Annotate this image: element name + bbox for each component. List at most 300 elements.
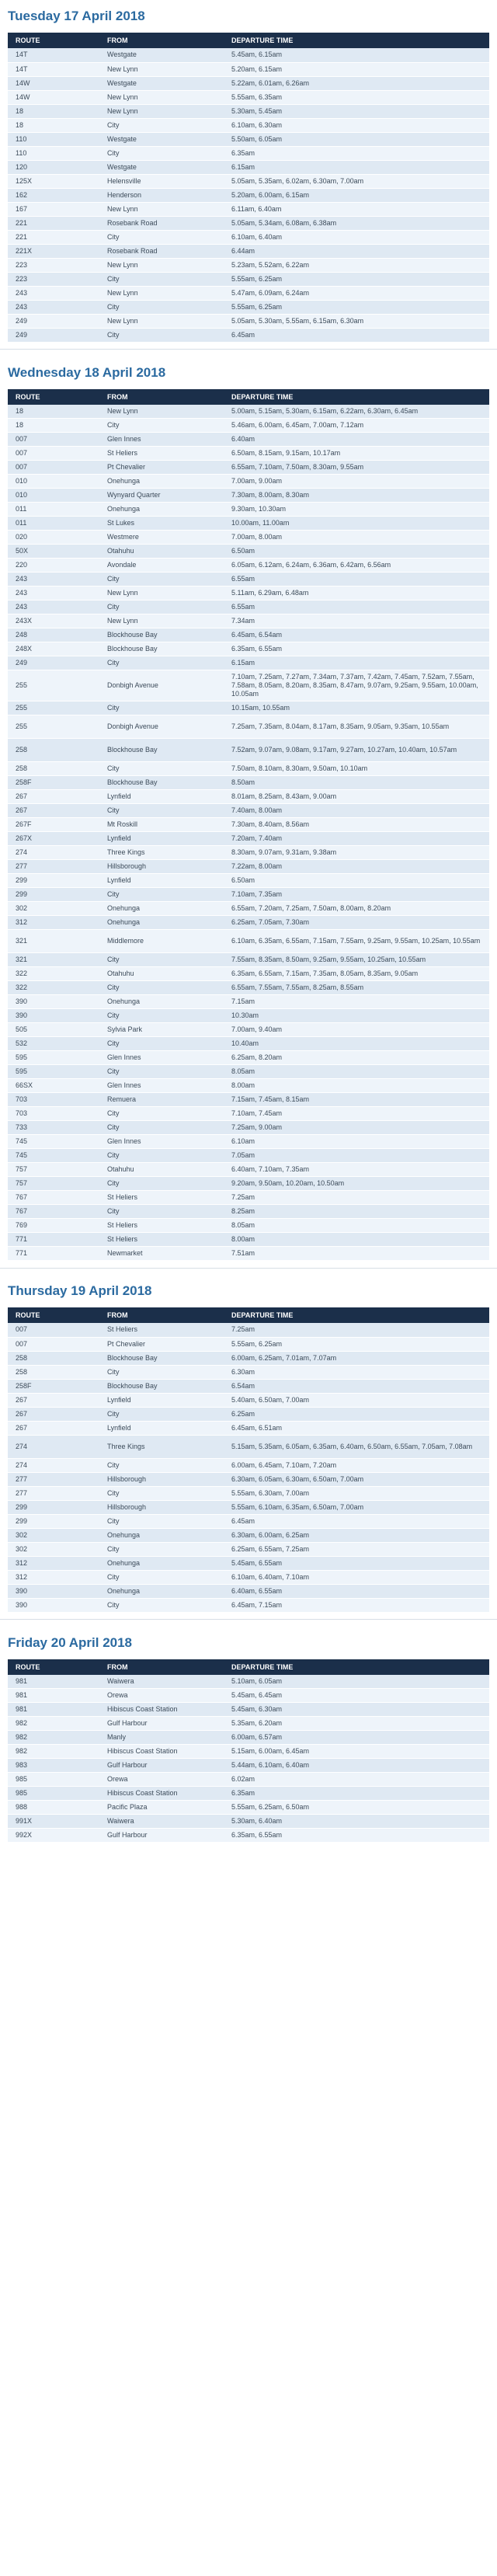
departure-time-cell: 5.15am, 5.35am, 6.05am, 6.35am, 6.40am, 6.50am, 6.55am, 7.05am, 7.08am — [224, 1435, 489, 1458]
from-cell: Blockhouse Bay — [99, 739, 224, 762]
departure-time-cell: 6.15am — [224, 656, 489, 670]
route-cell: 390 — [8, 995, 99, 1009]
route-cell: 221X — [8, 244, 99, 258]
from-cell: Blockhouse Bay — [99, 642, 224, 656]
table-row — [8, 160, 489, 174]
departures-table — [8, 1659, 489, 1843]
table-row — [8, 860, 489, 874]
from-cell: Helensville — [99, 174, 224, 188]
table-header-row — [8, 33, 489, 48]
table-row — [8, 272, 489, 286]
table-header-row — [8, 1307, 489, 1323]
departure-time-cell: 7.25am — [224, 1323, 489, 1337]
column-header-time: DEPARTURE TIME — [231, 37, 294, 44]
from-cell: Glen Innes — [99, 1079, 224, 1093]
table-row — [8, 916, 489, 930]
departure-time-cell: 7.15am, 7.45am, 8.15am — [224, 1093, 489, 1107]
from-cell: Orewa — [99, 1773, 224, 1787]
route-cell: 011 — [8, 517, 99, 531]
departure-time-cell: 7.30am, 8.40am, 8.56am — [224, 818, 489, 832]
from-cell: Otahuhu — [99, 967, 224, 981]
table-row — [8, 739, 489, 762]
from-cell: New Lynn — [99, 62, 224, 76]
departure-time-cell: 6.05am, 6.12am, 6.24am, 6.36am, 6.42am, 6.56am — [224, 559, 489, 573]
route-cell: 249 — [8, 328, 99, 342]
table-row — [8, 314, 489, 328]
table-row — [8, 762, 489, 776]
from-cell: Avondale — [99, 559, 224, 573]
from-cell: City — [99, 146, 224, 160]
section-divider — [0, 343, 497, 357]
from-cell: Newmarket — [99, 1247, 224, 1261]
departure-time-cell: 6.54am — [224, 1379, 489, 1393]
from-cell: Rosebank Road — [99, 244, 224, 258]
day-title: Friday 20 April 2018 — [8, 1634, 133, 1650]
section-divider — [0, 1613, 497, 1627]
table-row — [8, 701, 489, 715]
from-cell: Remuera — [99, 1093, 224, 1107]
departure-time-cell: 5.30am, 5.45am — [224, 104, 489, 118]
departure-time-cell: 5.47am, 6.09am, 6.24am — [224, 286, 489, 300]
route-cell: 267 — [8, 790, 99, 804]
table-row — [8, 118, 489, 132]
table-row — [8, 1191, 489, 1205]
table-row — [8, 1472, 489, 1486]
departure-time-cell: 6.45am, 6.54am — [224, 628, 489, 642]
departure-time-cell: 6.55am, 7.10am, 7.50am, 8.30am, 9.55am — [224, 461, 489, 475]
from-cell: Donbigh Avenue — [99, 715, 224, 739]
table-row — [8, 1051, 489, 1065]
route-cell: 18 — [8, 405, 99, 419]
from-cell: City — [99, 981, 224, 995]
table-row — [8, 1323, 489, 1337]
route-cell: 992X — [8, 1829, 99, 1843]
route-cell: 221 — [8, 216, 99, 230]
route-cell: 110 — [8, 146, 99, 160]
table-row — [8, 804, 489, 818]
departure-time-cell: 6.10am, 6.40am — [224, 230, 489, 244]
departure-time-cell: 7.15am — [224, 995, 489, 1009]
route-cell: 267 — [8, 1421, 99, 1435]
route-cell: 321 — [8, 930, 99, 953]
table-row — [8, 1801, 489, 1815]
from-cell: Westgate — [99, 160, 224, 174]
column-header-route: ROUTE — [16, 392, 40, 401]
from-cell: Gulf Harbour — [99, 1759, 224, 1773]
departure-time-cell: 5.11am, 6.29am, 6.48am — [224, 587, 489, 600]
from-cell: City — [99, 953, 224, 967]
table-row — [8, 1829, 489, 1843]
route-cell: 258 — [8, 1365, 99, 1379]
departure-time-cell: 7.00am, 8.00am — [224, 531, 489, 545]
route-cell: 243 — [8, 573, 99, 587]
route-cell: 243 — [8, 300, 99, 314]
from-cell: Westmere — [99, 531, 224, 545]
departure-time-cell: 7.55am, 8.35am, 8.50am, 9.25am, 9.55am, 10.25am, 10.55am — [224, 953, 489, 967]
column-header-route: ROUTE — [16, 1662, 40, 1671]
from-cell: New Lynn — [99, 614, 224, 628]
route-cell: 162 — [8, 188, 99, 202]
from-cell: City — [99, 1407, 224, 1421]
departure-time-cell: 6.00am, 6.45am, 7.10am, 7.20am — [224, 1458, 489, 1472]
from-cell: Lynfield — [99, 790, 224, 804]
route-cell: 991X — [8, 1815, 99, 1829]
table-row — [8, 300, 489, 314]
route-cell: 767 — [8, 1205, 99, 1219]
from-cell: Hillsborough — [99, 860, 224, 874]
from-cell: Blockhouse Bay — [99, 1379, 224, 1393]
route-cell: 390 — [8, 1584, 99, 1598]
table-row — [8, 1556, 489, 1570]
table-row — [8, 600, 489, 614]
route-cell: 985 — [8, 1787, 99, 1801]
departure-time-cell: 5.55am, 6.35am — [224, 90, 489, 104]
from-cell: City — [99, 1570, 224, 1584]
departure-time-cell: 5.00am, 5.15am, 5.30am, 6.15am, 6.22am, 6.30am, 6.45am — [224, 405, 489, 419]
table-row — [8, 531, 489, 545]
table-row — [8, 461, 489, 475]
route-cell: 243 — [8, 587, 99, 600]
departure-time-cell: 7.51am — [224, 1247, 489, 1261]
column-header-time: DEPARTURE TIME — [231, 1662, 294, 1671]
route-cell: 258 — [8, 739, 99, 762]
route-cell: 985 — [8, 1773, 99, 1787]
departure-time-cell: 5.55am, 6.25am — [224, 1337, 489, 1351]
route-cell: 595 — [8, 1065, 99, 1079]
route-cell: 505 — [8, 1023, 99, 1037]
route-cell: 302 — [8, 1528, 99, 1542]
table-row — [8, 1337, 489, 1351]
route-cell: 220 — [8, 559, 99, 573]
from-cell: St Heliers — [99, 1191, 224, 1205]
departure-time-cell: 5.15am, 6.00am, 6.45am — [224, 1745, 489, 1759]
from-cell: Hillsborough — [99, 1500, 224, 1514]
section-divider — [0, 1261, 497, 1275]
route-cell: 322 — [8, 981, 99, 995]
from-cell: Donbigh Avenue — [99, 670, 224, 701]
table-row — [8, 846, 489, 860]
departure-time-cell: 5.45am, 6.30am — [224, 1703, 489, 1717]
table-row — [8, 818, 489, 832]
route-cell: 258 — [8, 1351, 99, 1365]
from-cell: City — [99, 1205, 224, 1219]
table-row — [8, 1351, 489, 1365]
route-cell: 277 — [8, 860, 99, 874]
table-row — [8, 286, 489, 300]
departure-time-cell: 5.46am, 6.00am, 6.45am, 7.00am, 7.12am — [224, 419, 489, 433]
table-row — [8, 1177, 489, 1191]
day-title: Tuesday 17 April 2018 — [8, 9, 145, 23]
from-cell: City — [99, 230, 224, 244]
table-row — [8, 1149, 489, 1163]
departure-time-cell: 6.55am, 7.55am, 7.55am, 8.25am, 8.55am — [224, 981, 489, 995]
departure-time-cell: 7.25am, 7.35am, 8.04am, 8.17am, 8.35am, 9.05am, 9.35am, 10.55am — [224, 715, 489, 739]
departure-time-cell: 7.00am, 9.00am — [224, 475, 489, 489]
departure-time-cell: 5.10am, 6.05am — [224, 1675, 489, 1689]
route-cell: 299 — [8, 888, 99, 902]
route-cell: 243 — [8, 600, 99, 614]
departure-time-cell: 6.45am — [224, 328, 489, 342]
route-cell: 120 — [8, 160, 99, 174]
column-header-time: DEPARTURE TIME — [231, 1311, 294, 1319]
from-cell: St Lukes — [99, 517, 224, 531]
table-row — [8, 447, 489, 461]
table-row — [8, 776, 489, 790]
departure-time-cell: 6.25am, 8.20am — [224, 1051, 489, 1065]
departure-time-cell: 8.30am, 9.07am, 9.31am, 9.38am — [224, 846, 489, 860]
table-row — [8, 1500, 489, 1514]
route-cell: 223 — [8, 272, 99, 286]
departures-table — [8, 33, 489, 343]
route-cell: 255 — [8, 670, 99, 701]
departure-time-cell: 6.40am, 7.10am, 7.35am — [224, 1163, 489, 1177]
route-cell: 18 — [8, 118, 99, 132]
route-cell: 274 — [8, 1458, 99, 1472]
departure-time-cell: 6.10am, 6.35am, 6.55am, 7.15am, 7.55am, 9.25am, 9.55am, 10.25am, 10.55am — [224, 930, 489, 953]
route-cell: 007 — [8, 461, 99, 475]
from-cell: City — [99, 762, 224, 776]
table-row — [8, 188, 489, 202]
table-row — [8, 1570, 489, 1584]
column-header-from: FROM — [107, 1662, 128, 1671]
route-cell: 223 — [8, 258, 99, 272]
column-header-route: ROUTE — [16, 37, 40, 44]
day-title: Thursday 19 April 2018 — [8, 1283, 152, 1298]
table-row — [8, 1407, 489, 1421]
route-cell: 14T — [8, 62, 99, 76]
route-cell: 66SX — [8, 1079, 99, 1093]
route-cell: 981 — [8, 1703, 99, 1717]
table-row — [8, 790, 489, 804]
departure-time-cell: 6.30am — [224, 1365, 489, 1379]
departure-time-cell: 5.45am, 6.55am — [224, 1556, 489, 1570]
day-section — [0, 357, 497, 1262]
route-cell: 322 — [8, 967, 99, 981]
departure-time-cell: 5.45am, 6.45am — [224, 1689, 489, 1703]
from-cell: Gulf Harbour — [99, 1829, 224, 1843]
route-cell: 277 — [8, 1486, 99, 1500]
departure-time-cell: 6.30am, 6.00am, 6.25am — [224, 1528, 489, 1542]
route-cell: 299 — [8, 1500, 99, 1514]
from-cell: Otahuhu — [99, 545, 224, 559]
departures-table — [8, 1307, 489, 1613]
from-cell: Hibiscus Coast Station — [99, 1703, 224, 1717]
departure-time-cell: 7.40am, 8.00am — [224, 804, 489, 818]
table-row — [8, 573, 489, 587]
departure-time-cell: 10.00am, 11.00am — [224, 517, 489, 531]
table-row — [8, 1219, 489, 1233]
route-cell: 390 — [8, 1009, 99, 1023]
from-cell: Gulf Harbour — [99, 1717, 224, 1731]
route-cell: 982 — [8, 1745, 99, 1759]
route-cell: 299 — [8, 874, 99, 888]
table-row — [8, 874, 489, 888]
departure-time-cell: 6.50am — [224, 874, 489, 888]
from-cell: Waiwera — [99, 1815, 224, 1829]
table-row — [8, 1542, 489, 1556]
table-row — [8, 1205, 489, 1219]
departure-time-cell: 6.55am, 7.20am, 7.25am, 7.50am, 8.00am, 8.20am — [224, 902, 489, 916]
from-cell: Pt Chevalier — [99, 461, 224, 475]
table-row — [8, 1745, 489, 1759]
from-cell: New Lynn — [99, 286, 224, 300]
table-row — [8, 888, 489, 902]
route-cell: 258F — [8, 1379, 99, 1393]
from-cell: Lynfield — [99, 832, 224, 846]
table-row — [8, 1773, 489, 1787]
from-cell: Hillsborough — [99, 1472, 224, 1486]
from-cell: New Lynn — [99, 258, 224, 272]
from-cell: Onehunga — [99, 475, 224, 489]
day-section — [0, 0, 497, 343]
departure-time-cell: 7.10am, 7.45am — [224, 1107, 489, 1121]
departure-time-cell: 6.45am — [224, 1514, 489, 1528]
route-cell: 757 — [8, 1163, 99, 1177]
from-cell: Westgate — [99, 132, 224, 146]
from-cell: City — [99, 1009, 224, 1023]
table-row — [8, 216, 489, 230]
departure-time-cell: 8.50am — [224, 776, 489, 790]
route-cell: 010 — [8, 475, 99, 489]
column-header-from: FROM — [107, 1311, 128, 1319]
route-cell: 243X — [8, 614, 99, 628]
table-row — [8, 1584, 489, 1598]
departure-time-cell: 7.25am — [224, 1191, 489, 1205]
table-row — [8, 832, 489, 846]
table-row — [8, 328, 489, 342]
route-cell: 248 — [8, 628, 99, 642]
from-cell: Hibiscus Coast Station — [99, 1787, 224, 1801]
departure-time-cell: 10.30am — [224, 1009, 489, 1023]
from-cell: City — [99, 1149, 224, 1163]
departure-time-cell: 5.05am, 5.35am, 6.02am, 6.30am, 7.00am — [224, 174, 489, 188]
from-cell: City — [99, 1365, 224, 1379]
table-row — [8, 48, 489, 62]
departure-time-cell: 5.55am, 6.25am, 6.50am — [224, 1801, 489, 1815]
column-header-from: FROM — [107, 392, 128, 401]
from-cell: New Lynn — [99, 405, 224, 419]
from-cell: Onehunga — [99, 995, 224, 1009]
day-section — [0, 1275, 497, 1613]
departure-time-cell: 6.35am — [224, 1787, 489, 1801]
route-cell: 221 — [8, 230, 99, 244]
departure-time-cell: 6.10am, 6.30am — [224, 118, 489, 132]
route-cell: 167 — [8, 202, 99, 216]
from-cell: Onehunga — [99, 1584, 224, 1598]
table-row — [8, 174, 489, 188]
from-cell: City — [99, 1037, 224, 1051]
departure-time-cell: 7.10am, 7.25am, 7.27am, 7.34am, 7.37am, 7.42am, 7.45am, 7.52am, 7.55am, 7.58am, 8.05am, 8.20am, 8.35am, 8.47am, 9.07am, 9.25am, 9.55am, 10.00am, 10.05am — [224, 670, 489, 701]
table-row — [8, 104, 489, 118]
from-cell: Blockhouse Bay — [99, 628, 224, 642]
table-row — [8, 1107, 489, 1121]
from-cell: Waiwera — [99, 1675, 224, 1689]
from-cell: City — [99, 888, 224, 902]
departure-time-cell: 6.10am, 6.40am, 7.10am — [224, 1570, 489, 1584]
from-cell: City — [99, 1177, 224, 1191]
table-row — [8, 1486, 489, 1500]
table-row — [8, 244, 489, 258]
table-row — [8, 670, 489, 701]
departure-time-cell: 6.25am, 6.55am, 7.25am — [224, 1542, 489, 1556]
departure-time-cell: 5.55am, 6.25am — [224, 300, 489, 314]
table-row — [8, 1009, 489, 1023]
from-cell: Onehunga — [99, 1556, 224, 1570]
from-cell: Westgate — [99, 48, 224, 62]
table-row — [8, 1759, 489, 1773]
departure-time-cell: 8.00am — [224, 1233, 489, 1247]
route-cell: 007 — [8, 1323, 99, 1337]
departure-time-cell: 6.35am, 6.55am — [224, 1829, 489, 1843]
departure-time-cell: 9.30am, 10.30am — [224, 503, 489, 517]
departures-table — [8, 389, 489, 1262]
route-cell: 312 — [8, 1570, 99, 1584]
departure-time-cell: 7.50am, 8.10am, 8.30am, 9.50am, 10.10am — [224, 762, 489, 776]
departure-time-cell: 8.05am — [224, 1065, 489, 1079]
departure-time-cell: 7.00am, 9.40am — [224, 1023, 489, 1037]
route-cell: 011 — [8, 503, 99, 517]
table-row — [8, 656, 489, 670]
table-row — [8, 1717, 489, 1731]
departure-time-cell: 7.05am — [224, 1149, 489, 1163]
departure-time-cell: 5.55am, 6.25am — [224, 272, 489, 286]
from-cell: Onehunga — [99, 902, 224, 916]
from-cell: St Heliers — [99, 447, 224, 461]
from-cell: Middlemore — [99, 930, 224, 953]
table-row — [8, 967, 489, 981]
departure-time-cell: 5.20am, 6.00am, 6.15am — [224, 188, 489, 202]
departure-time-cell: 7.30am, 8.00am, 8.30am — [224, 489, 489, 503]
departure-time-cell: 6.40am, 6.55am — [224, 1584, 489, 1598]
from-cell: St Heliers — [99, 1219, 224, 1233]
table-row — [8, 614, 489, 628]
route-cell: 14T — [8, 48, 99, 62]
table-row — [8, 1528, 489, 1542]
from-cell: City — [99, 1065, 224, 1079]
route-cell: 258F — [8, 776, 99, 790]
table-row — [8, 1379, 489, 1393]
table-row — [8, 1731, 489, 1745]
departure-time-cell: 5.40am, 6.50am, 7.00am — [224, 1393, 489, 1407]
table-row — [8, 1365, 489, 1379]
from-cell: Rosebank Road — [99, 216, 224, 230]
route-cell: 010 — [8, 489, 99, 503]
table-row — [8, 202, 489, 216]
table-row — [8, 642, 489, 656]
from-cell: St Heliers — [99, 1233, 224, 1247]
route-cell: 267 — [8, 1393, 99, 1407]
route-cell: 299 — [8, 1514, 99, 1528]
departure-time-cell: 5.55am, 6.30am, 7.00am — [224, 1486, 489, 1500]
departure-time-cell: 5.30am, 6.40am — [224, 1815, 489, 1829]
route-cell: 14W — [8, 90, 99, 104]
table-row — [8, 587, 489, 600]
table-row — [8, 1065, 489, 1079]
route-cell: 267X — [8, 832, 99, 846]
departure-time-cell: 10.15am, 10.55am — [224, 701, 489, 715]
departure-time-cell: 6.00am, 6.57am — [224, 1731, 489, 1745]
column-header-time: DEPARTURE TIME — [231, 392, 294, 401]
table-row — [8, 628, 489, 642]
route-cell: 020 — [8, 531, 99, 545]
departure-time-cell: 6.45am, 6.51am — [224, 1421, 489, 1435]
day-title: Wednesday 18 April 2018 — [8, 364, 166, 380]
from-cell: Onehunga — [99, 1528, 224, 1542]
departure-time-cell: 7.10am, 7.35am — [224, 888, 489, 902]
table-row — [8, 1514, 489, 1528]
departure-time-cell: 6.25am, 7.05am, 7.30am — [224, 916, 489, 930]
route-cell: 767 — [8, 1191, 99, 1205]
